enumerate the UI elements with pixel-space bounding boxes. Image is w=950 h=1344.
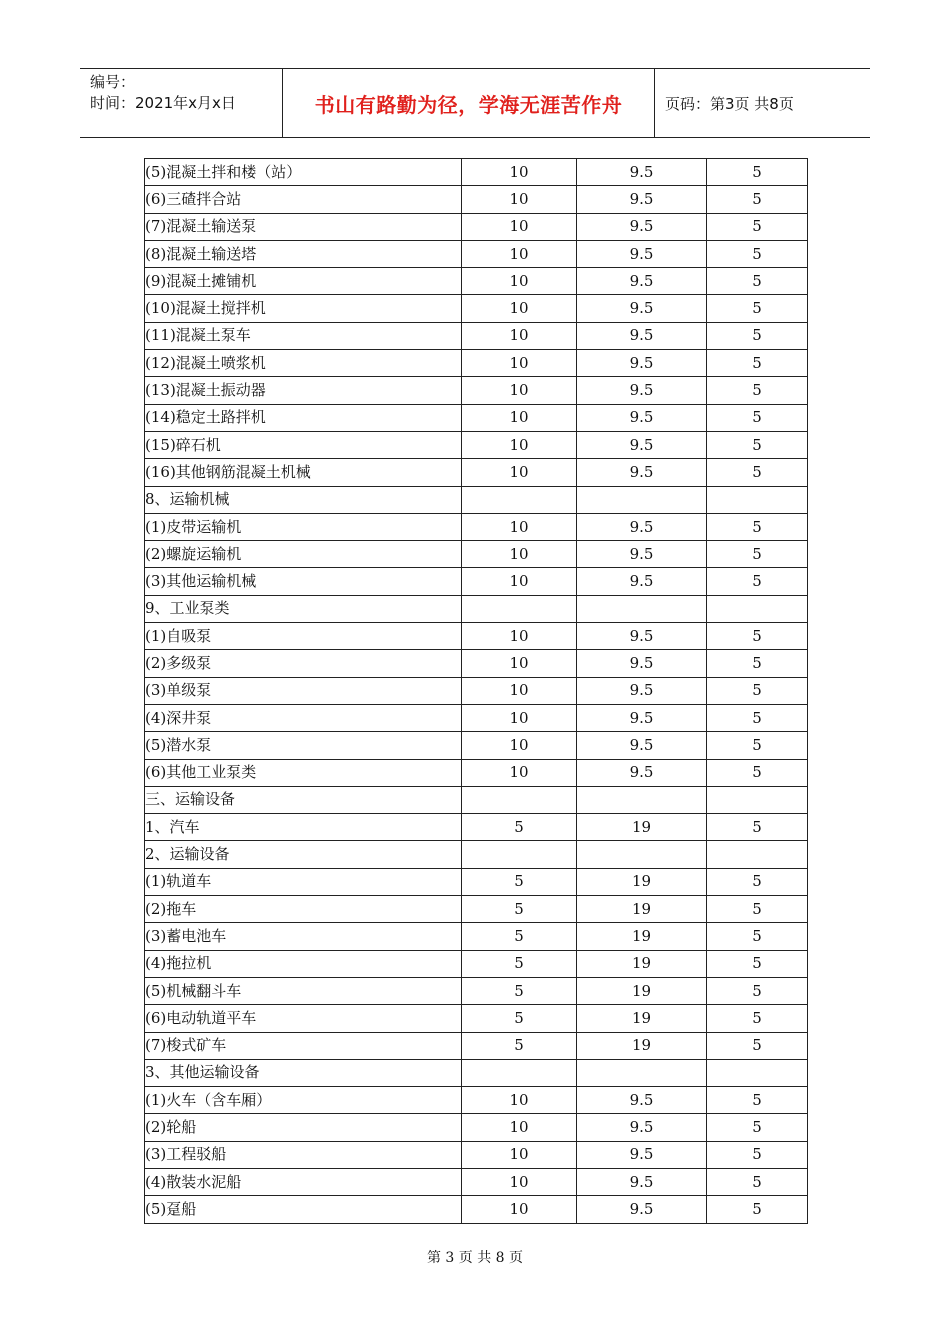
item-name-cell: (5)混凝土拌和楼（站） bbox=[145, 159, 462, 186]
value-cell-col4: 5 bbox=[707, 759, 808, 786]
value-cell-col2: 5 bbox=[462, 923, 577, 950]
value-cell-col2 bbox=[462, 486, 577, 513]
item-name-cell: 8、运输机械 bbox=[145, 486, 462, 513]
value-cell-col3: 9.5 bbox=[577, 513, 707, 540]
value-cell-col3 bbox=[577, 841, 707, 868]
table-row bbox=[145, 213, 808, 240]
item-name-cell: (5)趸船 bbox=[145, 1196, 462, 1223]
value-cell-col2: 10 bbox=[462, 377, 577, 404]
table-row bbox=[145, 704, 808, 731]
value-cell-col3: 9.5 bbox=[577, 759, 707, 786]
table-row bbox=[145, 896, 808, 923]
value-cell-col4: 5 bbox=[707, 186, 808, 213]
page-footer: 第 3 页 共 8 页 bbox=[426, 1250, 524, 1266]
value-cell-col2: 10 bbox=[462, 268, 577, 295]
value-cell-col2: 10 bbox=[462, 404, 577, 431]
value-cell-col4: 5 bbox=[707, 513, 808, 540]
value-cell-col3 bbox=[577, 595, 707, 622]
item-name-cell: (5)潜水泵 bbox=[145, 732, 462, 759]
value-cell-col2 bbox=[462, 1059, 577, 1086]
value-cell-col2 bbox=[462, 595, 577, 622]
value-cell-col4: 5 bbox=[707, 541, 808, 568]
table-row bbox=[145, 350, 808, 377]
table-row bbox=[145, 240, 808, 267]
table-row bbox=[145, 268, 808, 295]
value-cell-col2 bbox=[462, 841, 577, 868]
value-cell-col3: 19 bbox=[577, 1005, 707, 1032]
value-cell-col3: 9.5 bbox=[577, 350, 707, 377]
value-cell-col4: 5 bbox=[707, 295, 808, 322]
item-name-cell: (2)多级泵 bbox=[145, 650, 462, 677]
value-cell-col3: 19 bbox=[577, 923, 707, 950]
value-cell-col3: 19 bbox=[577, 896, 707, 923]
table-row bbox=[145, 295, 808, 322]
item-name-cell: (1)皮带运输机 bbox=[145, 513, 462, 540]
value-cell-col4: 5 bbox=[707, 377, 808, 404]
value-cell-col4: 5 bbox=[707, 950, 808, 977]
item-name-cell: (6)三碴拌合站 bbox=[145, 186, 462, 213]
table-row bbox=[145, 404, 808, 431]
item-name-cell: (9)混凝土摊铺机 bbox=[145, 268, 462, 295]
value-cell-col3: 9.5 bbox=[577, 268, 707, 295]
table-row bbox=[145, 923, 808, 950]
value-cell-col2: 10 bbox=[462, 159, 577, 186]
table-row bbox=[145, 595, 808, 622]
value-cell-col4: 5 bbox=[707, 404, 808, 431]
value-cell-col2: 10 bbox=[462, 322, 577, 349]
table-row bbox=[145, 568, 808, 595]
value-cell-col3: 9.5 bbox=[577, 1114, 707, 1141]
value-cell-col2: 5 bbox=[462, 1005, 577, 1032]
table-row bbox=[145, 377, 808, 404]
value-cell-col3: 9.5 bbox=[577, 541, 707, 568]
value-cell-col3 bbox=[577, 786, 707, 813]
value-cell-col4: 5 bbox=[707, 677, 808, 704]
item-name-cell: (12)混凝土喷浆机 bbox=[145, 350, 462, 377]
table-row bbox=[145, 868, 808, 895]
table-row bbox=[145, 186, 808, 213]
value-cell-col4 bbox=[707, 786, 808, 813]
value-cell-col2: 10 bbox=[462, 186, 577, 213]
value-cell-col4: 5 bbox=[707, 568, 808, 595]
value-cell-col4: 5 bbox=[707, 459, 808, 486]
table-row bbox=[145, 541, 808, 568]
value-cell-col4: 5 bbox=[707, 1087, 808, 1114]
item-name-cell: (4)拖拉机 bbox=[145, 950, 462, 977]
value-cell-col4: 5 bbox=[707, 431, 808, 458]
value-cell-col4: 5 bbox=[707, 1141, 808, 1168]
value-cell-col4: 5 bbox=[707, 1114, 808, 1141]
value-cell-col3: 9.5 bbox=[577, 568, 707, 595]
value-cell-col2: 10 bbox=[462, 295, 577, 322]
value-cell-col4 bbox=[707, 486, 808, 513]
item-name-cell: (1)轨道车 bbox=[145, 868, 462, 895]
item-name-cell: (2)螺旋运输机 bbox=[145, 541, 462, 568]
value-cell-col2: 10 bbox=[462, 240, 577, 267]
value-cell-col4: 5 bbox=[707, 896, 808, 923]
item-name-cell: (6)其他工业泵类 bbox=[145, 759, 462, 786]
table-row bbox=[145, 623, 808, 650]
value-cell-col2: 5 bbox=[462, 977, 577, 1004]
table-row bbox=[145, 1114, 808, 1141]
value-cell-col3: 9.5 bbox=[577, 677, 707, 704]
value-cell-col3: 9.5 bbox=[577, 1168, 707, 1195]
table-row bbox=[145, 759, 808, 786]
value-cell-col2: 10 bbox=[462, 759, 577, 786]
item-name-cell: (4)散装水泥船 bbox=[145, 1168, 462, 1195]
value-cell-col2: 10 bbox=[462, 459, 577, 486]
item-name-cell: (13)混凝土振动器 bbox=[145, 377, 462, 404]
table-row bbox=[145, 1141, 808, 1168]
value-cell-col2: 10 bbox=[462, 650, 577, 677]
value-cell-col2: 10 bbox=[462, 1196, 577, 1223]
header-motto: 书山有路勤为径，学海无涯苦作舟 bbox=[283, 69, 655, 137]
value-cell-col4: 5 bbox=[707, 868, 808, 895]
table-body bbox=[145, 159, 808, 1224]
value-cell-col2: 10 bbox=[462, 1114, 577, 1141]
value-cell-col2: 10 bbox=[462, 1087, 577, 1114]
value-cell-col2: 5 bbox=[462, 868, 577, 895]
item-name-cell: (10)混凝土搅拌机 bbox=[145, 295, 462, 322]
table-row bbox=[145, 1005, 808, 1032]
value-cell-col2: 5 bbox=[462, 1032, 577, 1059]
table-row bbox=[145, 431, 808, 458]
value-cell-col3: 9.5 bbox=[577, 240, 707, 267]
value-cell-col3: 9.5 bbox=[577, 1087, 707, 1114]
header-page-label: 页码：第3页 共8页 bbox=[665, 94, 794, 113]
value-cell-col4: 5 bbox=[707, 650, 808, 677]
value-cell-col3: 9.5 bbox=[577, 404, 707, 431]
item-name-cell: (14)稳定土路拌机 bbox=[145, 404, 462, 431]
value-cell-col2: 10 bbox=[462, 431, 577, 458]
value-cell-col4: 5 bbox=[707, 240, 808, 267]
value-cell-col4: 5 bbox=[707, 1032, 808, 1059]
table-row bbox=[145, 459, 808, 486]
value-cell-col2: 10 bbox=[462, 704, 577, 731]
value-cell-col4: 5 bbox=[707, 977, 808, 1004]
item-name-cell: (3)蓄电池车 bbox=[145, 923, 462, 950]
value-cell-col4: 5 bbox=[707, 213, 808, 240]
item-name-cell: (5)机械翻斗车 bbox=[145, 977, 462, 1004]
item-name-cell: 2、运输设备 bbox=[145, 841, 462, 868]
page-header bbox=[80, 68, 870, 138]
item-name-cell: 9、工业泵类 bbox=[145, 595, 462, 622]
table-row bbox=[145, 677, 808, 704]
value-cell-col3: 19 bbox=[577, 814, 707, 841]
value-cell-col4 bbox=[707, 595, 808, 622]
value-cell-col2: 5 bbox=[462, 950, 577, 977]
value-cell-col3 bbox=[577, 486, 707, 513]
table-row bbox=[145, 159, 808, 186]
value-cell-col3: 9.5 bbox=[577, 377, 707, 404]
table-row bbox=[145, 732, 808, 759]
table-row bbox=[145, 950, 808, 977]
value-cell-col3: 9.5 bbox=[577, 322, 707, 349]
table-row bbox=[145, 1032, 808, 1059]
item-name-cell: (7)混凝土输送泵 bbox=[145, 213, 462, 240]
item-name-cell: (4)深井泵 bbox=[145, 704, 462, 731]
value-cell-col4: 5 bbox=[707, 1005, 808, 1032]
value-cell-col3: 9.5 bbox=[577, 295, 707, 322]
item-name-cell: (2)拖车 bbox=[145, 896, 462, 923]
value-cell-col2: 10 bbox=[462, 623, 577, 650]
item-name-cell: 1、汽车 bbox=[145, 814, 462, 841]
value-cell-col3: 9.5 bbox=[577, 1196, 707, 1223]
value-cell-col3: 9.5 bbox=[577, 732, 707, 759]
value-cell-col2: 10 bbox=[462, 213, 577, 240]
item-name-cell: 三、运输设备 bbox=[145, 786, 462, 813]
item-name-cell: (16)其他钢筋混凝土机械 bbox=[145, 459, 462, 486]
value-cell-col4 bbox=[707, 841, 808, 868]
value-cell-col3: 19 bbox=[577, 868, 707, 895]
header-meta bbox=[80, 69, 283, 137]
value-cell-col4 bbox=[707, 1059, 808, 1086]
item-name-cell: 3、其他运输设备 bbox=[145, 1059, 462, 1086]
value-cell-col4: 5 bbox=[707, 732, 808, 759]
value-cell-col2: 5 bbox=[462, 896, 577, 923]
item-name-cell: (2)轮船 bbox=[145, 1114, 462, 1141]
document-time-label: 时间：2021年x月x日 bbox=[90, 94, 236, 112]
table-row bbox=[145, 1059, 808, 1086]
value-cell-col2: 10 bbox=[462, 1141, 577, 1168]
document-code-label: 编号： bbox=[90, 73, 136, 91]
value-cell-col3: 9.5 bbox=[577, 186, 707, 213]
value-cell-col3: 9.5 bbox=[577, 431, 707, 458]
value-cell-col3: 9.5 bbox=[577, 213, 707, 240]
value-cell-col3: 9.5 bbox=[577, 623, 707, 650]
value-cell-col3: 19 bbox=[577, 977, 707, 1004]
item-name-cell: (6)电动轨道平车 bbox=[145, 1005, 462, 1032]
value-cell-col4: 5 bbox=[707, 159, 808, 186]
table-row bbox=[145, 814, 808, 841]
value-cell-col3: 9.5 bbox=[577, 459, 707, 486]
table-row bbox=[145, 1087, 808, 1114]
table-row bbox=[145, 1168, 808, 1195]
table-row bbox=[145, 513, 808, 540]
item-name-cell: (3)工程驳船 bbox=[145, 1141, 462, 1168]
table-row bbox=[145, 1196, 808, 1223]
table-row bbox=[145, 322, 808, 349]
value-cell-col2: 10 bbox=[462, 568, 577, 595]
item-name-cell: (15)碎石机 bbox=[145, 431, 462, 458]
value-cell-col4: 5 bbox=[707, 623, 808, 650]
item-name-cell: (3)其他运输机械 bbox=[145, 568, 462, 595]
value-cell-col4: 5 bbox=[707, 322, 808, 349]
value-cell-col3: 19 bbox=[577, 1032, 707, 1059]
value-cell-col3 bbox=[577, 1059, 707, 1086]
value-cell-col4: 5 bbox=[707, 1168, 808, 1195]
item-name-cell: (11)混凝土泵车 bbox=[145, 322, 462, 349]
value-cell-col2: 10 bbox=[462, 513, 577, 540]
value-cell-col3: 9.5 bbox=[577, 650, 707, 677]
value-cell-col2: 10 bbox=[462, 541, 577, 568]
table-row bbox=[145, 650, 808, 677]
value-cell-col2: 10 bbox=[462, 1168, 577, 1195]
item-name-cell: (7)梭式矿车 bbox=[145, 1032, 462, 1059]
item-name-cell: (3)单级泵 bbox=[145, 677, 462, 704]
table-row bbox=[145, 841, 808, 868]
value-cell-col3: 9.5 bbox=[577, 159, 707, 186]
value-cell-col4: 5 bbox=[707, 268, 808, 295]
value-cell-col2 bbox=[462, 786, 577, 813]
depreciation-table bbox=[144, 158, 808, 1224]
value-cell-col4: 5 bbox=[707, 704, 808, 731]
value-cell-col4: 5 bbox=[707, 350, 808, 377]
table-row bbox=[145, 486, 808, 513]
item-name-cell: (1)火车（含车厢） bbox=[145, 1087, 462, 1114]
value-cell-col4: 5 bbox=[707, 923, 808, 950]
value-cell-col2: 5 bbox=[462, 814, 577, 841]
item-name-cell: (8)混凝土输送塔 bbox=[145, 240, 462, 267]
value-cell-col2: 10 bbox=[462, 732, 577, 759]
value-cell-col2: 10 bbox=[462, 677, 577, 704]
value-cell-col3: 9.5 bbox=[577, 1141, 707, 1168]
value-cell-col3: 19 bbox=[577, 950, 707, 977]
item-name-cell: (1)自吸泵 bbox=[145, 623, 462, 650]
table-row bbox=[145, 786, 808, 813]
value-cell-col2: 10 bbox=[462, 350, 577, 377]
table-row bbox=[145, 977, 808, 1004]
value-cell-col3: 9.5 bbox=[577, 704, 707, 731]
value-cell-col4: 5 bbox=[707, 814, 808, 841]
value-cell-col4: 5 bbox=[707, 1196, 808, 1223]
